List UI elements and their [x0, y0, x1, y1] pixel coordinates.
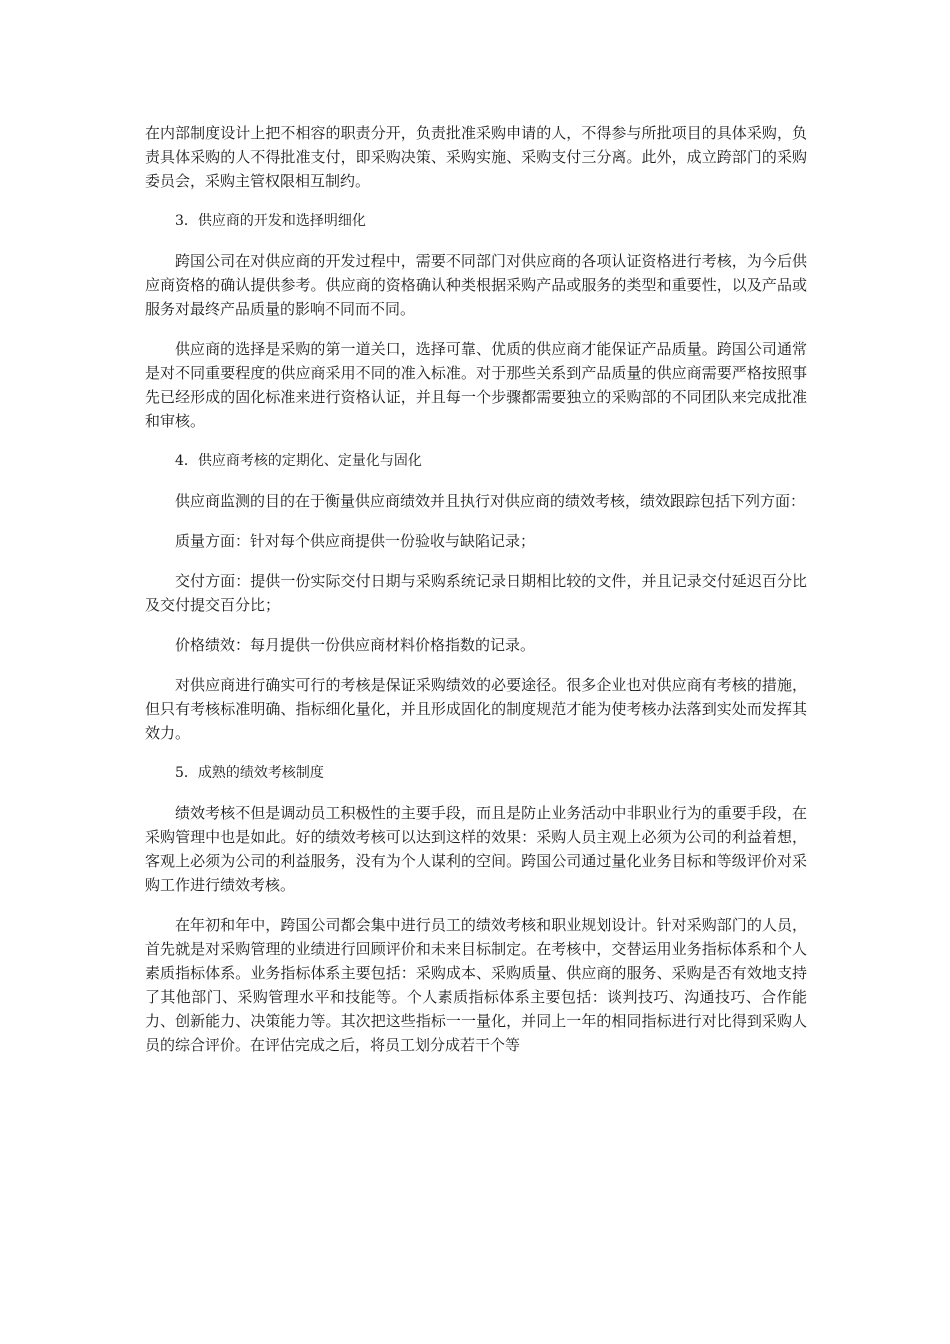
paragraph-price-performance: 价格绩效：每月提供一份供应商材料价格指数的记录。	[175, 636, 536, 654]
paragraph-annual-review: 在年初和年中，跨国公司都会集中进行员工的绩效考核和职业规划设计。针对采购部门的人员，首先就是对采购管理的业绩进行回顾评价和未来目标制定。在考核中，交替运用业务指标体系和个人素质指标体系。业务指标体系主要包括：采购成本、采购质量、供应商的服务、采购是否有效地支持了其他部门、采购管理水平和技能等。个人素质指标体系主要包括：谈判技巧、沟通技巧、合作能力、创新能力、决策能力等。其次把这些指标一一量化，并同上一年的相同指标进行对比得到采购人员的综合评价。在评估完成之后，将员工划分成若干个等	[145, 916, 807, 1054]
paragraph-supplier-selection: 供应商的选择是采购的第一道关口，选择可靠、优质的供应商才能保证产品质量。跨国公司通常是对不同重要程度的供应商采用不同的准入标准。对于那些关系到产品质量的供应商需要严格按照事先已经形成的固化标准来进行资格认证，并且每一个步骤都需要独立的采购部的不同团队来完成批准和审核。	[145, 340, 807, 430]
paragraph-performance-assessment: 绩效考核不但是调动员工积极性的主要手段，而且是防止业务活动中非职业行为的重要手段，在采购管理中也是如此。好的绩效考核可以达到这样的效果：采购人员主观上必须为公司的利益着想，客观上必须为公司的利益服务，没有为个人谋利的空间。跨国公司通过量化业务目标和等级评价对采购工作进行绩效考核。	[145, 804, 807, 894]
paragraph-delivery-aspect: 交付方面：提供一份实际交付日期与采购系统记录日期相比较的文件，并且记录交付延迟百分比及交付提交百分比；	[145, 572, 807, 614]
paragraph-quality-aspect: 质量方面：针对每个供应商提供一份验收与缺陷记录；	[175, 532, 536, 550]
section-heading-4: 4．供应商考核的定期化、定量化与固化	[175, 453, 422, 469]
paragraph-assessment-necessity: 对供应商进行确实可行的考核是保证采购绩效的必要途径。很多企业也对供应商有考核的措施，但只有考核标准明确、指标细化量化，并且形成固化的制度规范才能为使考核办法落到实处而发挥其效力。	[145, 676, 807, 742]
paragraph-procurement-separation: 在内部制度设计上把不相容的职责分开，负责批准采购申请的人，不得参与所批项目的具体采购，负责具体采购的人不得批准支付，即采购决策、采购实施、采购支付三分离。此外，成立跨部门的采购委员会，采购主管权限相互制约。	[145, 124, 807, 190]
paragraph-supplier-monitoring: 供应商监测的目的在于衡量供应商绩效并且执行对供应商的绩效考核，绩效跟踪包括下列方面：	[175, 492, 806, 510]
section-heading-3: 3．供应商的开发和选择明细化	[175, 213, 366, 229]
paragraph-supplier-development: 跨国公司在对供应商的开发过程中，需要不同部门对供应商的各项认证资格进行考核，为今后供应商资格的确认提供参考。供应商的资格确认种类根据采购产品或服务的类型和重要性，以及产品或服务对最终产品质量的影响不同而不同。	[145, 252, 807, 318]
document-body	[145, 121, 807, 1073]
section-heading-5: 5．成熟的绩效考核制度	[175, 765, 324, 781]
